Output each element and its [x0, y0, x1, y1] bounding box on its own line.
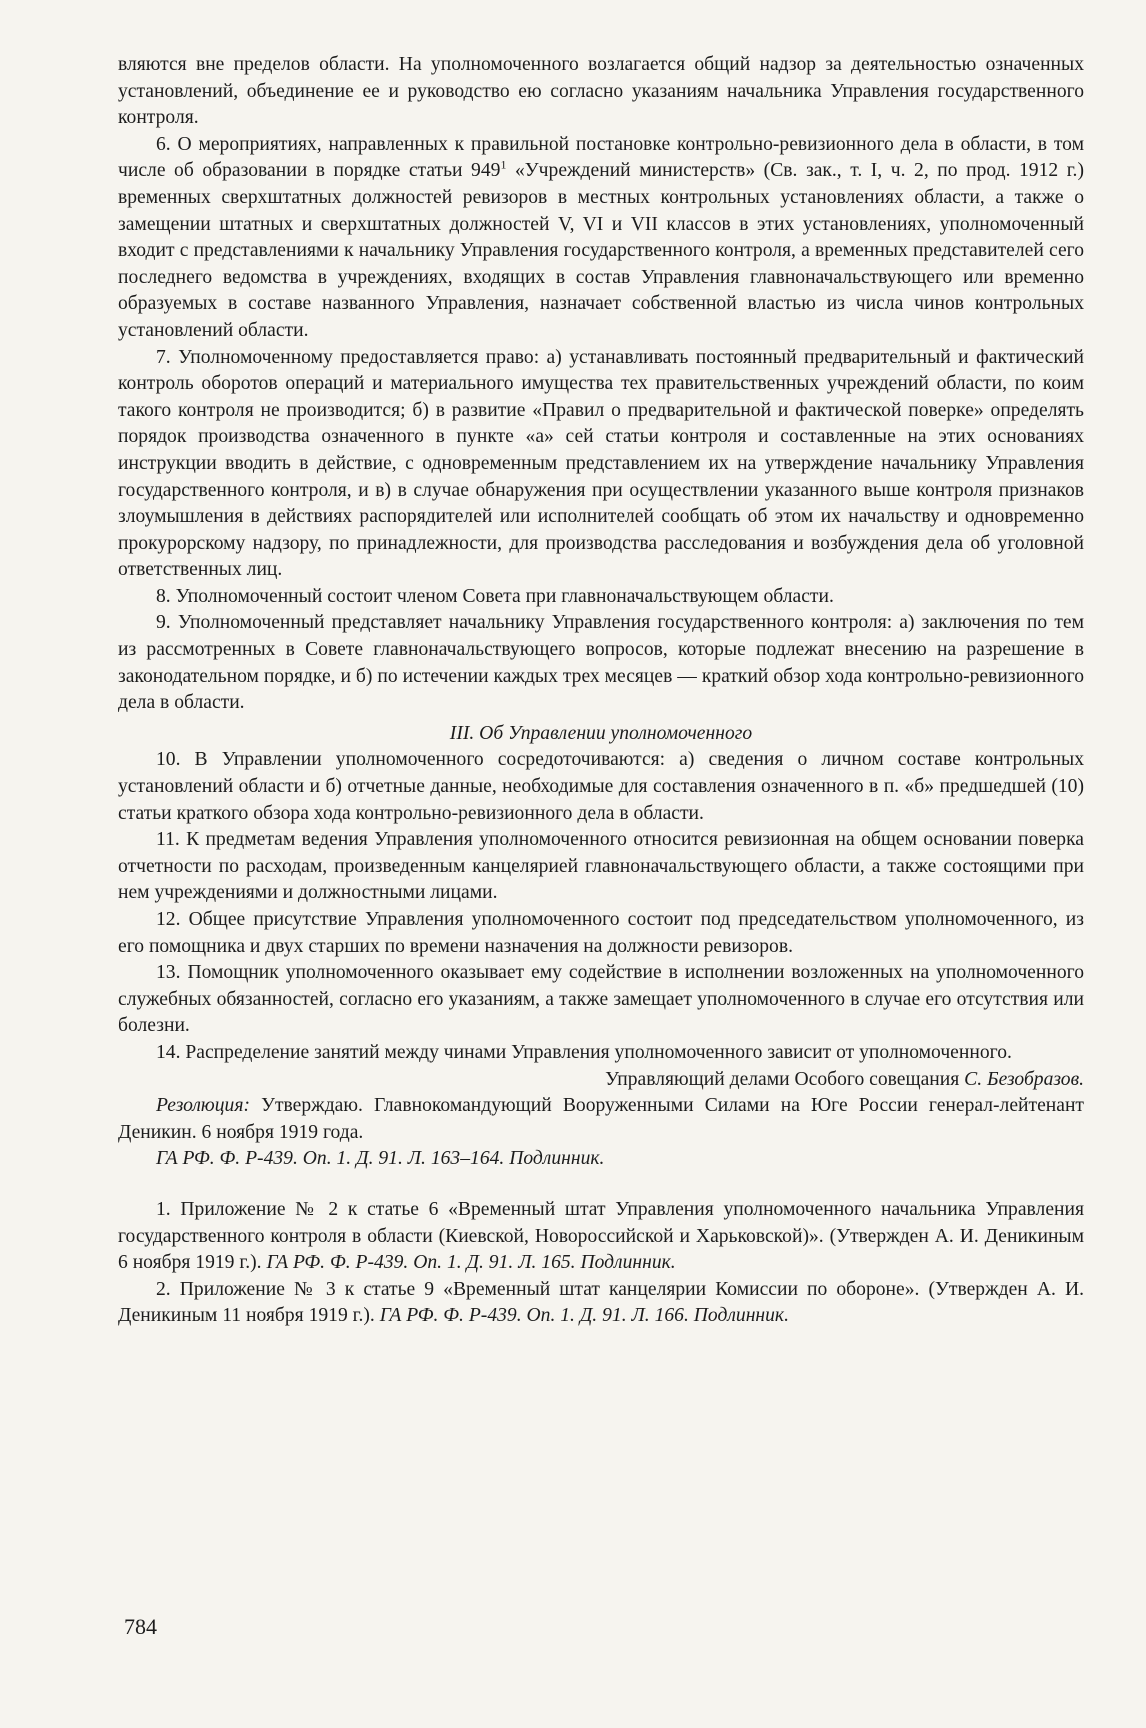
signature-line [118, 1067, 1084, 1094]
page-content [118, 52, 1084, 1330]
paragraph-6-part-a: 6. О мероприятиях, направленных к правильной постановке контрольно-ревизионного дела в области, в том числе об образовании в порядке статьи 949 [118, 133, 1084, 182]
section-heading-iii: III. Об Управлении уполномоченного [449, 722, 753, 744]
paragraph-7: 7. Уполномоченному предоставляется право: а) устанавливать постоянный предварительный и фактический контроль оборотов операций и материального имущества тех правительственных учреждений области, по коим такого контроля не производится; б) в развитие «Правил о предварительной и фактической поверке» определять порядок производства означенного в пункте «а» сей статьи контроля и составленные на этих основаниях инструкции вводить в действие, с одновременным представлением их на утверждение начальнику Управления государственного контроля, и в) в случае обнаружения при осуществлении указанного выше контроля признаков злоумышления в действиях распорядителей или исполнителей сообщать об этом их начальству и одновременно прокурорскому надзору, по принадлежности, для производства расследования и возбуждения дела об уголовной ответственных лиц. [118, 346, 1084, 581]
paragraph-12: 12. Общее присутствие Управления уполномоченного состоит под председательством уполномоченного, из его помощника и двух старших по времени назначения на должности ревизоров. [118, 909, 1084, 957]
paragraph-13: 13. Помощник уполномоченного оказывает ему содействие в исполнении возложенных на уполномоченного служебных обязанностей, согласно его указаниям, а также замещает уполномоченного в случае его отсутствия или болезни. [118, 962, 1084, 1037]
appendix-note-2-ref: ГА РФ. Ф. Р-439. Оп. 1. Д. 91. Л. 166. Подлинник. [379, 1305, 789, 1327]
paragraph-9: 9. Уполномоченный представляет начальнику Управления государственного контроля: а) заключения по тем из рассмотренных в Совете главноначальствующего вопросов, которые подлежат внесению на разрешение в законодательном порядке, и б) по истечении каждых трех месяцев — краткий обзор хода контрольно-ревизионного дела в области. [118, 612, 1084, 714]
paragraph-6-part-b: «Учреждений министерств» (Св. зак., т. I, ч. 2, по прод. 1912 г.) временных сверхштатных должностей ревизоров в местных контрольных установлениях области, а также о замещении штатных и сверхштатных должностей V, VI и VII классов в этих установлениях, уполномоченный входит с представлениями к начальнику Управления государственного контроля, а временных представителей сего последнего ведомства в учреждениях, входящих в состав Управления главноначальствующего или временно образуемых в составе названного Управления, назначает собственной властью из числа чинов контрольных установлений области. [118, 160, 1084, 341]
spacer [118, 1173, 1084, 1197]
paragraph-intro: вляются вне пределов области. На уполномоченного возлагается общий надзор за деятельностью означенных установлений, объединение ее и руководство ею согласно указаниям начальника Управления государственного контроля. [118, 54, 1084, 129]
paragraph-6 [118, 132, 1084, 345]
signature-role: Управляющий делами Особого совещания [605, 1068, 965, 1090]
resolution [118, 1093, 1084, 1146]
resolution-text: Утверждаю. Главнокомандующий Вооруженными Силами на Юге России генерал-лейтенант Деникин. 6 ноября 1919 года. [118, 1095, 1084, 1143]
appendix-note-2 [118, 1277, 1084, 1330]
appendix-note-1-text: 1. Приложение № 2 к статье 6 «Временный штат Управления уполномоченного начальника Управления государственного контроля в области (Киевской, Новороссийской и Харьковской)». (Утвержден А. И. Деникиным 6 ноября 1919 г.). [118, 1198, 1084, 1274]
archive-reference: ГА РФ. Ф. Р-439. Оп. 1. Д. 91. Л. 163–164. Подлинник. [156, 1148, 605, 1170]
paragraph-14: 14. Распределение занятий между чинами Управления уполномоченного зависит от уполномоченного. [156, 1041, 1012, 1063]
appendix-note-1 [118, 1197, 1084, 1277]
paragraph-8: 8. Уполномоченный состоит членом Совета при главноначальствующем области. [156, 585, 834, 607]
paragraph-10: 10. В Управлении уполномоченного сосредоточиваются: а) сведения о личном составе контрольных установлений области и б) отчетные данные, необходимые для составления означенного в п. «б» предшедшей (10) статьи краткого обзора хода контрольно-ревизионного дела в области. [118, 749, 1084, 824]
appendix-note-2-text: 2. Приложение № 3 к статье 9 «Временный штат канцелярии Комиссии по обороне». (Утвержден А. И. Деникиным 11 ноября 1919 г.). [118, 1278, 1084, 1327]
resolution-label: Резолюция: [156, 1095, 250, 1117]
footnote-superscript: 1 [500, 157, 507, 172]
page-number: 784 [124, 1614, 157, 1639]
paragraph-11: 11. К предметам ведения Управления уполномоченного относится ревизионная на общем основании поверка отчетности по расходам, произведенным канцелярией главноначальствующего области, а также состоящими при нем учреждениями и должностными лицами. [118, 829, 1084, 904]
appendix-note-1-ref: ГА РФ. Ф. Р-439. Оп. 1. Д. 91. Л. 165. Подлинник. [266, 1252, 676, 1274]
signature-name: С. Безобразов. [964, 1068, 1084, 1090]
